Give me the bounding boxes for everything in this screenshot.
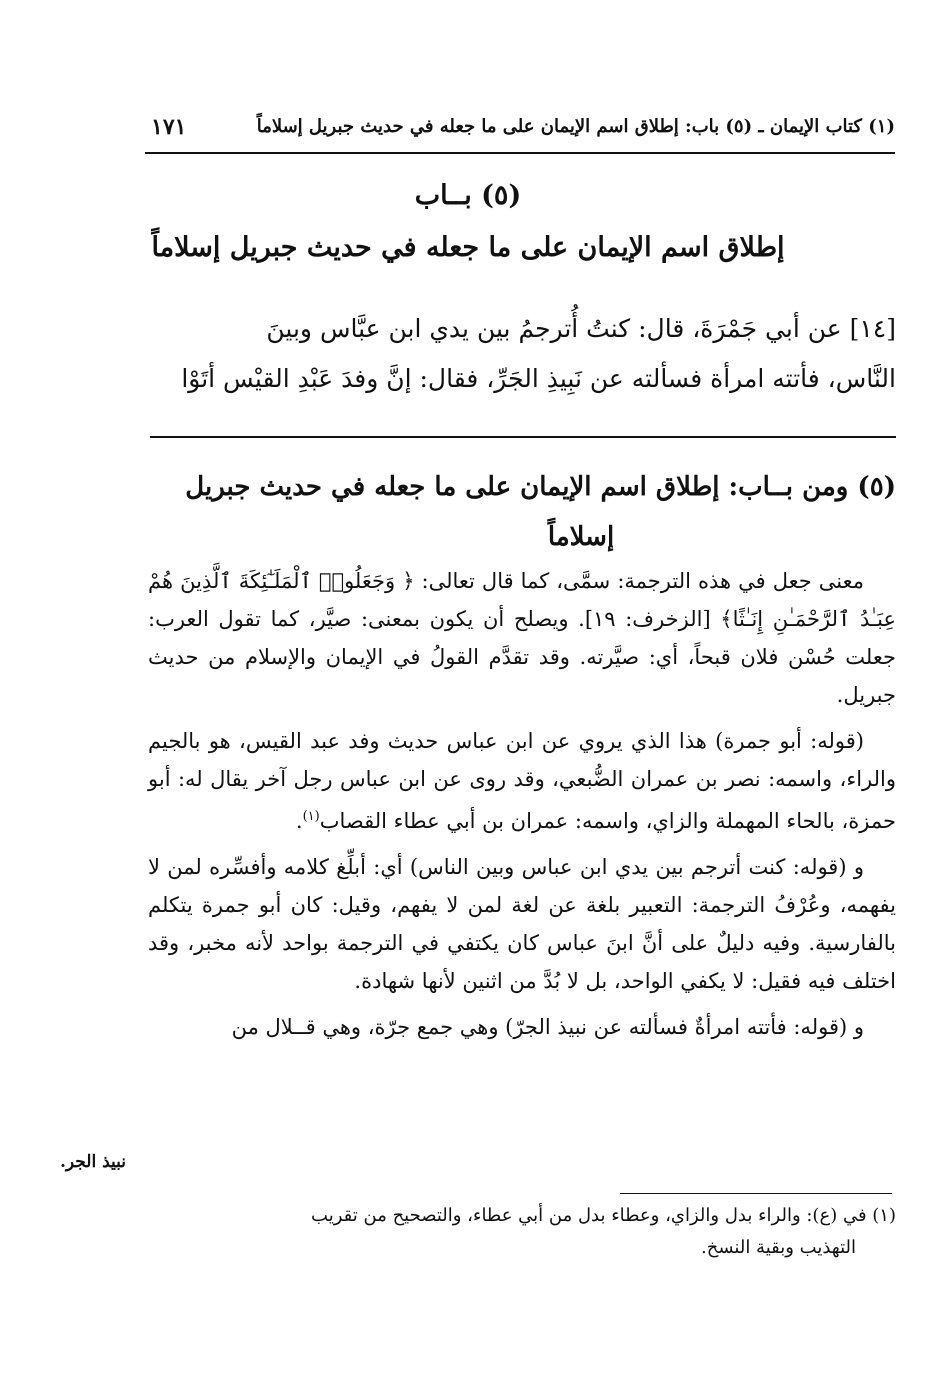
sentence-end: . bbox=[295, 809, 303, 833]
commentary-paragraph: و (قوله: فأتته امرأةٌ فسألته عن نبيذ الجرّ) وهي جمع جرّة، وهي قــلال من bbox=[231, 1015, 864, 1039]
hadith-text bbox=[148, 304, 896, 404]
commentary-heading bbox=[146, 462, 896, 562]
footnote bbox=[148, 1200, 896, 1264]
commentary-heading-line-2: إسلاماً bbox=[547, 522, 615, 552]
commentary-paragraph: و (قوله: كنت أترجم بين يدي ابن عباس وبين الناس) أي: أبلِّغ كلامه وأفسِّره لمن لا يفهمه، وعُرْفُ الترجمة: التعبير بلغة عن لغة لمن لا يفهم، وقيل: كان أبو جمرة يتكلم بالفارسية. وفيه دليلٌ على أنَّ ابنَ عباس كان يكتفي في الترجمة بواحد لأنه مخبر، وقد اختلف فيه فقيل: لا يكفي الواحد، بل لا بُدَّ من اثنين لأنها شهادة. bbox=[148, 855, 896, 993]
margin-note: نبيذ الجر. bbox=[60, 1152, 127, 1172]
hadith-line-2: النَّاس، فأتته امرأة فسألته عن نَبِيذِ الجَرِّ، فقال: إنَّ وفدَ عَبْدِ القيْس أتَوْا bbox=[181, 364, 896, 393]
footnote-rule bbox=[620, 1193, 892, 1194]
commentary-heading-line-1: (٥) ومن بــاب: إطلاق اسم الإيمان على ما جعله في حديث جبريل bbox=[185, 472, 896, 502]
commentary-paragraph: معنى جعل في هذه الترجمة: سمَّى، كما قال تعالى: ﴿ وَجَعَلُوا۟ ٱلْمَلَـٰٓئِكَةَ ٱلَّذِينَ هُمْ عِبَـٰدُ ٱلرَّحْمَـٰنِ إِنَـٰثًا﴾ [الزخرف: ١٩]. ويصلح أن يكون بمعنى: صيَّر، كما تقول العرب: جعلت حُسْن فلان قبحاً، أي: صيَّرته. وقد تقدَّم القولُ في الإيمان والإسلام من حديث جبريل. bbox=[148, 569, 896, 707]
commentary-body bbox=[148, 562, 896, 1050]
footnote-line-2: التهذيب وبقية النسخ. bbox=[701, 1237, 856, 1258]
section-divider bbox=[150, 436, 896, 438]
hadith-line-1: [١٤] عن أبي جَمْرَةَ، قال: كنتُ أُترجمُ بين يدي ابن عبَّاس وبينَ bbox=[266, 314, 896, 343]
running-header bbox=[145, 112, 895, 154]
commentary-paragraph-text: (قوله: أبو جمرة) هذا الذي يروي عن ابن عباس حديث وفد عبد القيس، هو بالجيم والراء، واسمه: نصر بن عمران الضُّبعي، وقد روى عن ابن عباس رجل آخر يقال له: أبو حمزة، بالحاء المهملة والزاي، واسمه: عمران بن أبي عطاء القصاب bbox=[148, 729, 896, 833]
footnote-reference[interactable]: (١) bbox=[302, 809, 320, 824]
footnote-line-1: (١) في (ع): والراء بدل والزاي، وعطاء بدل من أبي عطاء، والتصحيح من تقريب bbox=[311, 1205, 896, 1226]
commentary-paragraph bbox=[148, 722, 896, 840]
chapter-title: إطلاق اسم الإيمان على ما جعله في حديث جبريل إسلاماً bbox=[151, 232, 785, 263]
chapter-label: (٥) بــاب bbox=[414, 180, 522, 211]
page-number: ١٧١ bbox=[151, 114, 187, 140]
running-title: (١) كتاب الإيمان ـ (٥) باب: إطلاق اسم الإيمان على ما جعله في حديث جبريل إسلاماً bbox=[256, 116, 895, 137]
